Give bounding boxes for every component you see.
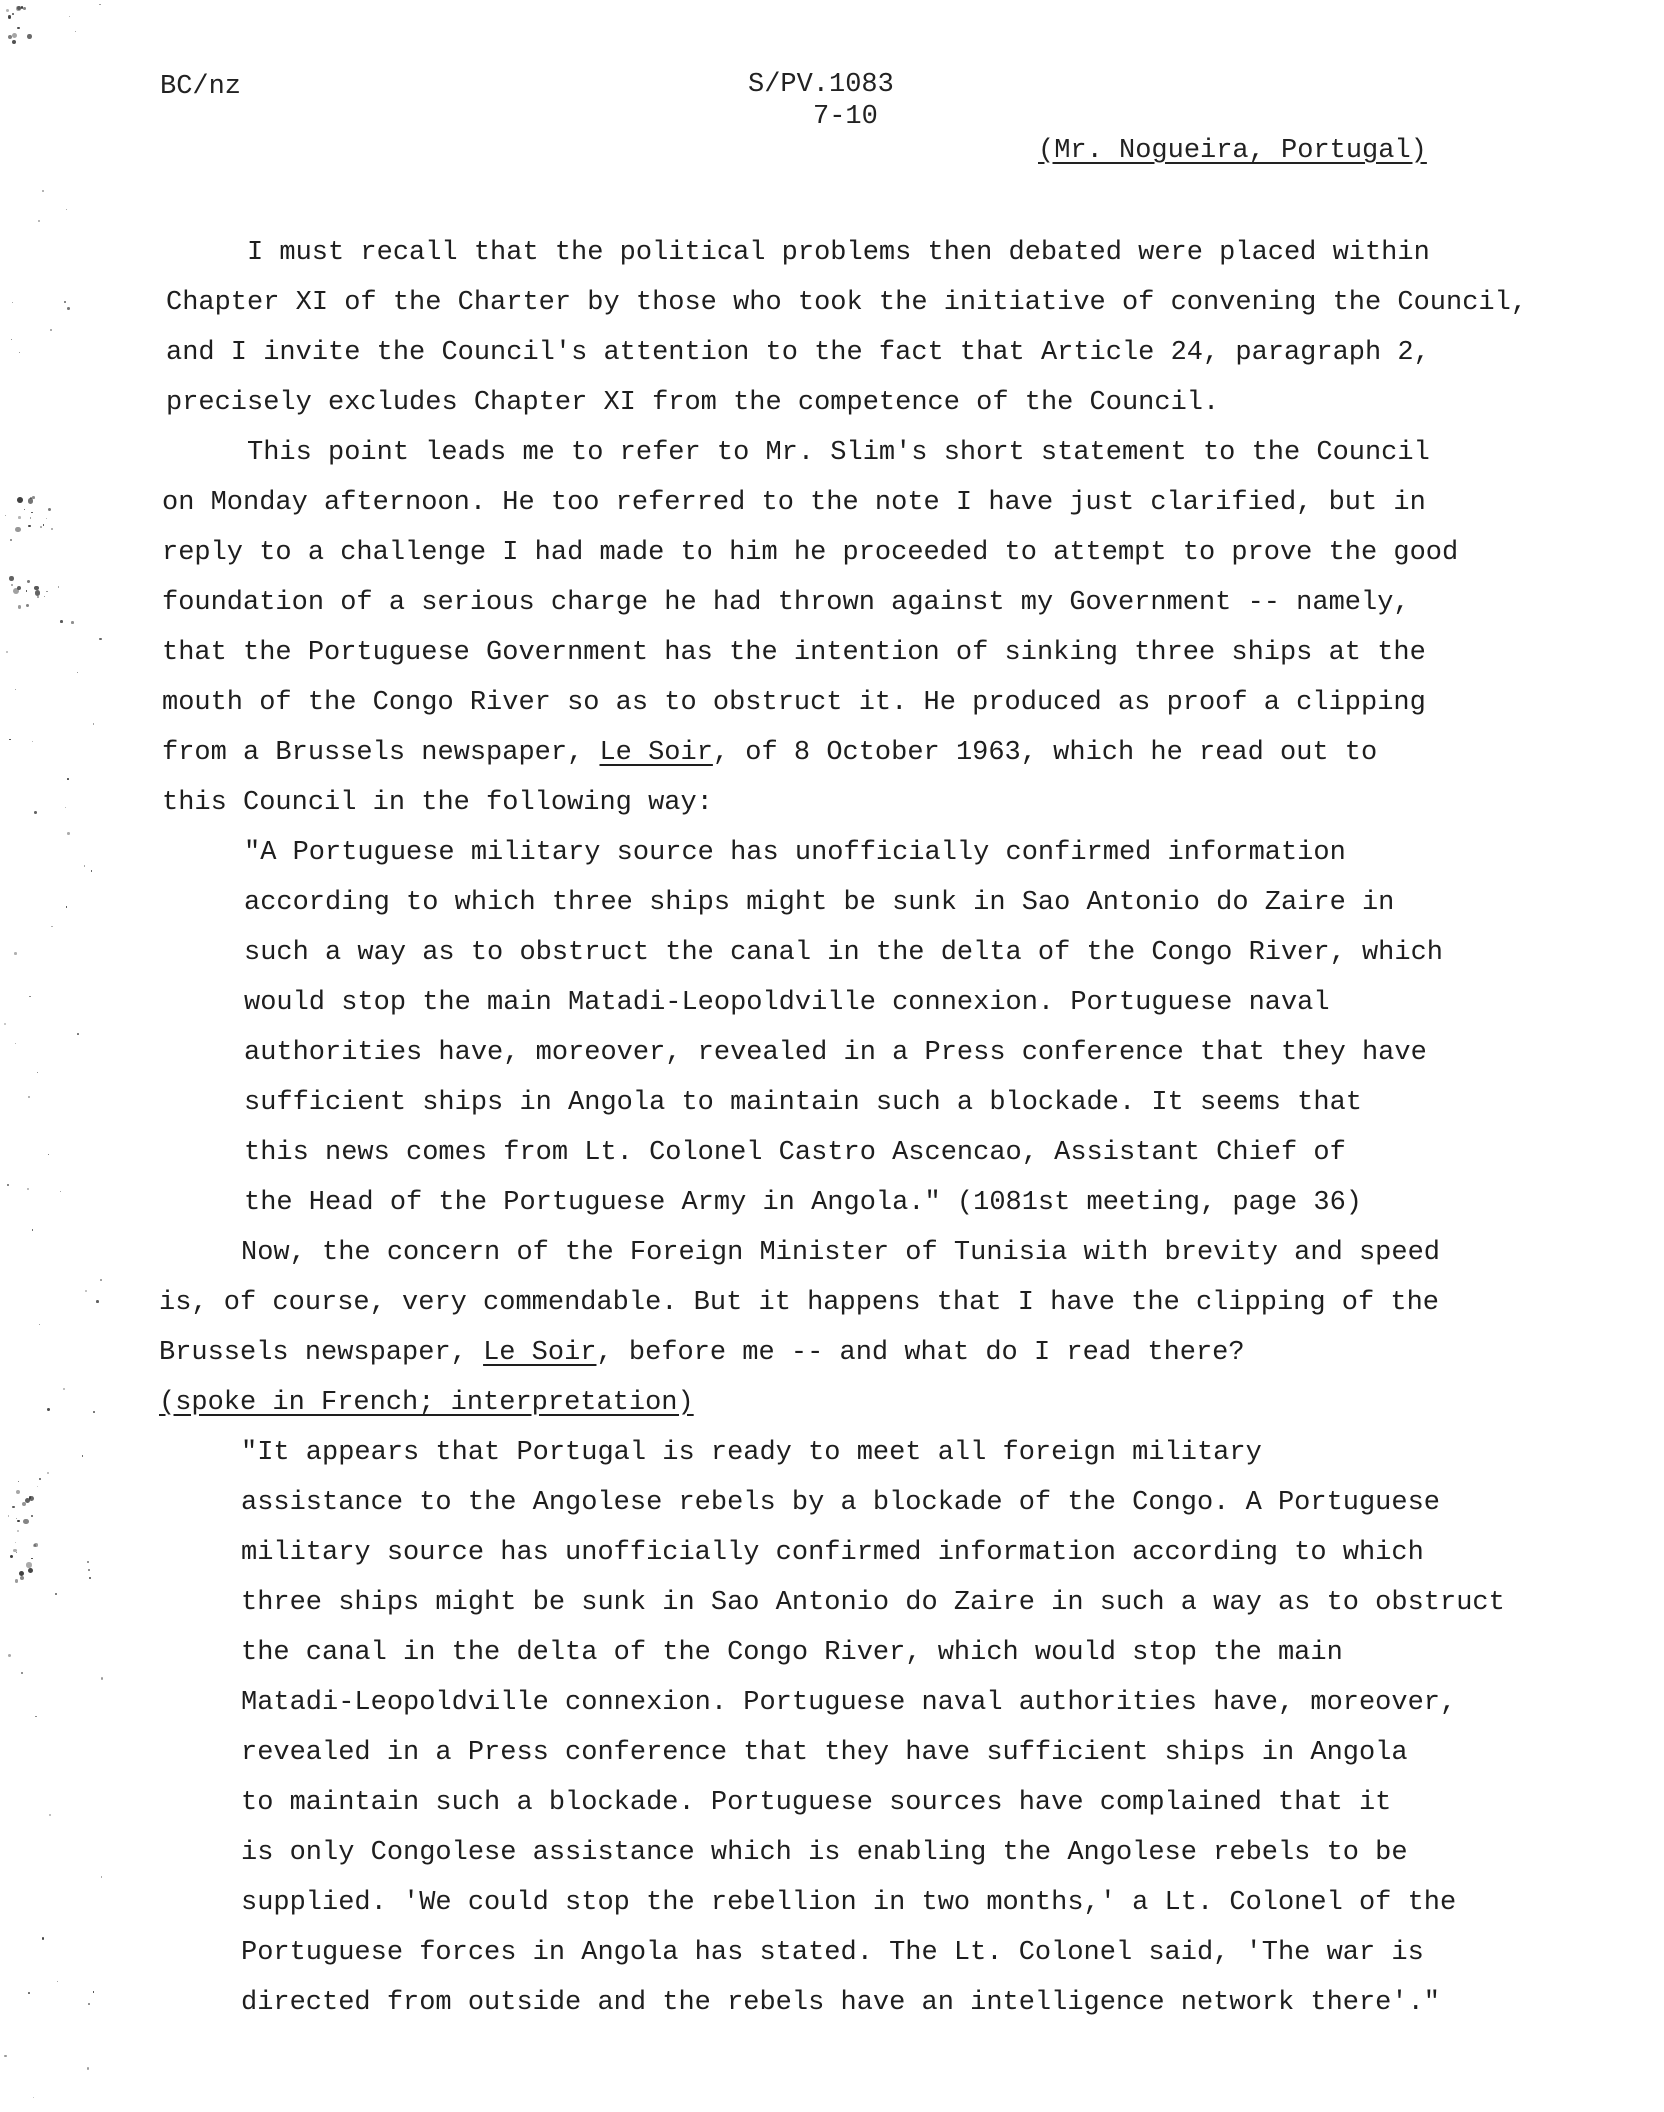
scan-speck xyxy=(75,31,76,32)
quote-line: sufficient ships in Angola to maintain such a blockade. It seems that xyxy=(244,1088,1362,1118)
quote-line: would stop the main Matadi-Leopoldville connexion. Portuguese naval xyxy=(244,988,1330,1018)
scan-speck xyxy=(19,352,21,354)
quote-line: Matadi-Leopoldville connexion. Portuguese naval authorities have, moreover, xyxy=(241,1688,1457,1718)
interpretation-note-text: (spoke in French; interpretation) xyxy=(159,1388,694,1418)
scan-speck xyxy=(32,741,34,743)
scan-speck xyxy=(48,1154,49,1155)
scan-speck xyxy=(60,620,63,623)
scan-speck xyxy=(47,1472,50,1475)
scan-speck xyxy=(47,1408,50,1411)
scan-speck xyxy=(15,527,21,533)
scan-speck xyxy=(49,1814,51,1816)
scan-speck xyxy=(67,307,70,310)
scan-speck xyxy=(67,832,70,835)
scan-speck xyxy=(18,605,21,608)
quote-line: is only Congolese assistance which is enabling the Angolese rebels to be xyxy=(241,1838,1408,1868)
scan-speck xyxy=(46,518,47,519)
scan-speck xyxy=(31,1515,33,1517)
scan-speck xyxy=(44,596,45,597)
scan-speck xyxy=(89,1577,91,1579)
scan-speck xyxy=(21,1672,23,1674)
scan-speck xyxy=(28,525,31,528)
body-line: Now, the concern of the Foreign Minister of Tunisia with brevity and speed xyxy=(241,1238,1440,1268)
scan-speck xyxy=(63,1388,65,1390)
scan-speck xyxy=(48,508,51,511)
scan-speck xyxy=(14,952,17,955)
scan-speck xyxy=(7,1184,9,1186)
scan-speck xyxy=(9,576,14,581)
scan-speck xyxy=(28,498,34,504)
reference-initials: BC/nz xyxy=(160,72,242,102)
scan-speck xyxy=(8,1654,11,1657)
quote-line: "A Portuguese military source has unofficially confirmed information xyxy=(244,838,1346,868)
scan-speck xyxy=(18,1481,19,1482)
scan-speck xyxy=(39,1324,40,1325)
body-line: reply to a challenge I had made to him he proceeded to attempt to prove the good xyxy=(162,538,1459,568)
body-line-segment: , before me -- and what do I read there? xyxy=(596,1338,1245,1368)
scan-speck xyxy=(57,1981,58,1982)
quote-line: directed from outside and the rebels have an intelligence network there'." xyxy=(241,1988,1440,2018)
scan-speck xyxy=(15,689,16,690)
quote-line: according to which three ships might be sunk in Sao Antonio do Zaire in xyxy=(244,888,1395,918)
scan-speck xyxy=(17,27,20,30)
body-line: this Council in the following way: xyxy=(162,788,713,818)
scan-speck xyxy=(33,1544,36,1547)
scan-speck xyxy=(34,811,37,814)
scan-speck xyxy=(11,584,13,586)
scan-speck xyxy=(19,1571,24,1576)
scan-speck xyxy=(12,302,13,303)
scan-speck xyxy=(42,190,44,192)
scan-speck xyxy=(101,1876,103,1878)
scan-speck xyxy=(42,1937,45,1940)
scan-speck xyxy=(6,651,8,653)
quote-line: the canal in the delta of the Congo River, which would stop the main xyxy=(241,1638,1343,1668)
scan-speck xyxy=(27,580,30,583)
scan-speck xyxy=(67,778,69,780)
scan-speck xyxy=(28,1992,30,1994)
scan-speck xyxy=(37,1486,39,1488)
scan-speck xyxy=(12,1506,14,1508)
scan-speck xyxy=(35,590,41,596)
scan-speck xyxy=(9,739,11,741)
quote-line: three ships might be sunk in Sao Antonio do Zaire in such a way as to obstruct xyxy=(241,1588,1505,1618)
body-line-segment: , of 8 October 1963, which he read out to xyxy=(712,738,1378,768)
scan-speck xyxy=(51,926,53,928)
scan-speck xyxy=(17,586,21,590)
quote-line: Portuguese forces in Angola has stated. The Lt. Colonel said, 'The war is xyxy=(241,1938,1424,1968)
scan-speck xyxy=(15,1542,16,1543)
scan-speck xyxy=(12,33,17,38)
scan-speck xyxy=(28,1568,33,1573)
scan-speck xyxy=(17,1530,20,1533)
scan-speck xyxy=(96,1300,99,1303)
scan-speck xyxy=(37,596,39,598)
body-line: is, of course, very commendable. But it happens that I have the clipping of the xyxy=(159,1288,1440,1318)
quote-line: assistance to the Angolese rebels by a blockade of the Congo. A Portuguese xyxy=(241,1488,1440,1518)
scan-speck xyxy=(84,865,85,866)
scan-speck xyxy=(12,40,16,44)
body-line: precisely excludes Chapter XI from the competence of the Council. xyxy=(166,388,1220,418)
scan-speck xyxy=(85,1290,87,1292)
quote-line: such a way as to obstruct the canal in the delta of the Congo River, which xyxy=(244,938,1443,968)
scan-speck xyxy=(33,2097,34,2098)
scan-speck xyxy=(99,4,101,6)
body-line: This point leads me to refer to Mr. Slim's short statement to the Council xyxy=(247,438,1430,468)
scan-speck xyxy=(4,2055,6,2057)
scan-speck xyxy=(8,15,12,19)
scan-speck xyxy=(38,220,40,222)
scan-speck xyxy=(32,1229,33,1230)
body-line: mouth of the Congo River so as to obstruct it. He produced as proof a clipping xyxy=(162,688,1426,718)
scan-speck xyxy=(15,1043,17,1045)
quote-line: military source has unofficially confirmed information according to which xyxy=(241,1538,1424,1568)
quote-line: revealed in a Press conference that they have sufficient ships in Angola xyxy=(241,1738,1408,1768)
body-line-with-title xyxy=(162,736,1377,770)
scan-speck xyxy=(37,1072,38,1073)
scan-speck xyxy=(39,1478,41,1480)
scan-speck xyxy=(93,1991,95,1993)
scan-speck xyxy=(30,517,32,519)
newspaper-title: Le Soir xyxy=(483,1338,597,1368)
scan-speck xyxy=(71,621,74,624)
page-range: 7-10 xyxy=(813,102,878,132)
scan-speck xyxy=(77,1033,79,1035)
quote-line: to maintain such a blockade. Portuguese sources have complained that it xyxy=(241,1788,1392,1818)
scan-speck xyxy=(15,1579,18,1582)
scan-speck xyxy=(87,1561,89,1563)
scan-speck xyxy=(66,906,68,908)
quote-line: "It appears that Portugal is ready to meet all foreign military xyxy=(241,1438,1262,1468)
body-line: I must recall that the political problems then debated were placed within xyxy=(247,238,1430,268)
scan-speck xyxy=(93,1411,95,1413)
scan-speck xyxy=(46,591,47,592)
scan-speck xyxy=(17,497,23,503)
scan-speck xyxy=(26,1562,32,1568)
scan-speck xyxy=(40,526,42,528)
scan-speck xyxy=(4,1023,6,1025)
scan-speck xyxy=(66,209,67,210)
interpretation-note xyxy=(159,1386,694,1420)
scan-speck xyxy=(26,590,27,591)
scan-speck xyxy=(50,329,52,331)
scan-speck xyxy=(99,638,102,641)
scan-speck xyxy=(31,1558,32,1559)
body-line-segment: Brussels newspaper, xyxy=(159,1338,484,1368)
scan-speck xyxy=(35,1716,37,1718)
newspaper-title: Le Soir xyxy=(599,738,713,768)
scan-speck xyxy=(12,13,14,15)
scan-speck xyxy=(88,1569,90,1571)
scan-speck xyxy=(28,1096,30,1098)
scan-speck xyxy=(27,34,32,39)
scan-speck xyxy=(17,1520,19,1522)
body-line: Chapter XI of the Charter by those who took the initiative of convening the Council, xyxy=(166,288,1528,318)
body-line: on Monday afternoon. He too referred to the note I have just clarified, but in xyxy=(162,488,1426,518)
quote-line: the Head of the Portuguese Army in Angola." (1081st meeting, page 36) xyxy=(244,1188,1362,1218)
scan-speck xyxy=(8,1515,9,1516)
scan-speck xyxy=(16,1490,21,1495)
scan-speck xyxy=(29,996,30,997)
scan-speck xyxy=(16,1518,17,1519)
scan-speck xyxy=(69,16,70,17)
scan-speck xyxy=(91,870,93,872)
scan-speck xyxy=(16,1552,17,1553)
body-line: that the Portuguese Government has the intention of sinking three ships at the xyxy=(162,638,1426,668)
scan-speck xyxy=(51,528,54,531)
scan-speck xyxy=(23,1519,28,1524)
scan-speck xyxy=(25,1498,30,1503)
scan-speck xyxy=(101,1677,104,1680)
body-line: foundation of a serious charge he had thrown against my Government -- namely, xyxy=(162,588,1410,618)
quote-line: this news comes from Lt. Colonel Castro Ascencao, Assistant Chief of xyxy=(244,1138,1346,1168)
scan-speck xyxy=(5,515,6,516)
scan-speck xyxy=(27,1188,29,1190)
scan-speck xyxy=(82,1455,83,1456)
scan-speck xyxy=(87,2067,90,2070)
scan-speck xyxy=(6,9,9,12)
scan-speck xyxy=(43,524,45,526)
scan-speck xyxy=(31,512,33,514)
speaker-label: (Mr. Nogueira, Portugal) xyxy=(1038,136,1427,166)
scan-speck xyxy=(100,1279,102,1281)
scan-speck xyxy=(18,516,21,519)
quote-line: authorities have, moreover, revealed in a Press conference that they have xyxy=(244,1038,1427,1068)
scan-speck xyxy=(65,807,66,808)
scan-speck xyxy=(88,2003,90,2005)
scan-speck xyxy=(58,586,60,588)
body-line-segment: from a Brussels newspaper, xyxy=(162,738,600,768)
scan-speck xyxy=(77,672,78,673)
scan-speck xyxy=(26,604,29,607)
scan-speck xyxy=(55,1593,57,1595)
document-symbol: S/PV.1083 xyxy=(748,70,894,100)
scan-speck xyxy=(10,539,12,541)
scan-speck xyxy=(23,7,26,10)
scan-speck xyxy=(10,1555,13,1558)
scan-speck xyxy=(20,1576,24,1580)
scan-speck xyxy=(64,301,66,303)
quote-line: supplied. 'We could stop the rebellion in two months,' a Lt. Colonel of the xyxy=(241,1888,1457,1918)
scan-margin-noise xyxy=(0,0,110,2112)
scan-speck xyxy=(24,509,25,510)
scan-speck xyxy=(60,1191,61,1192)
body-line-with-title xyxy=(159,1336,1245,1370)
body-line: and I invite the Council's attention to the fact that Article 24, paragraph 2, xyxy=(166,338,1430,368)
scan-speck xyxy=(93,723,95,725)
scan-speck xyxy=(11,339,12,340)
